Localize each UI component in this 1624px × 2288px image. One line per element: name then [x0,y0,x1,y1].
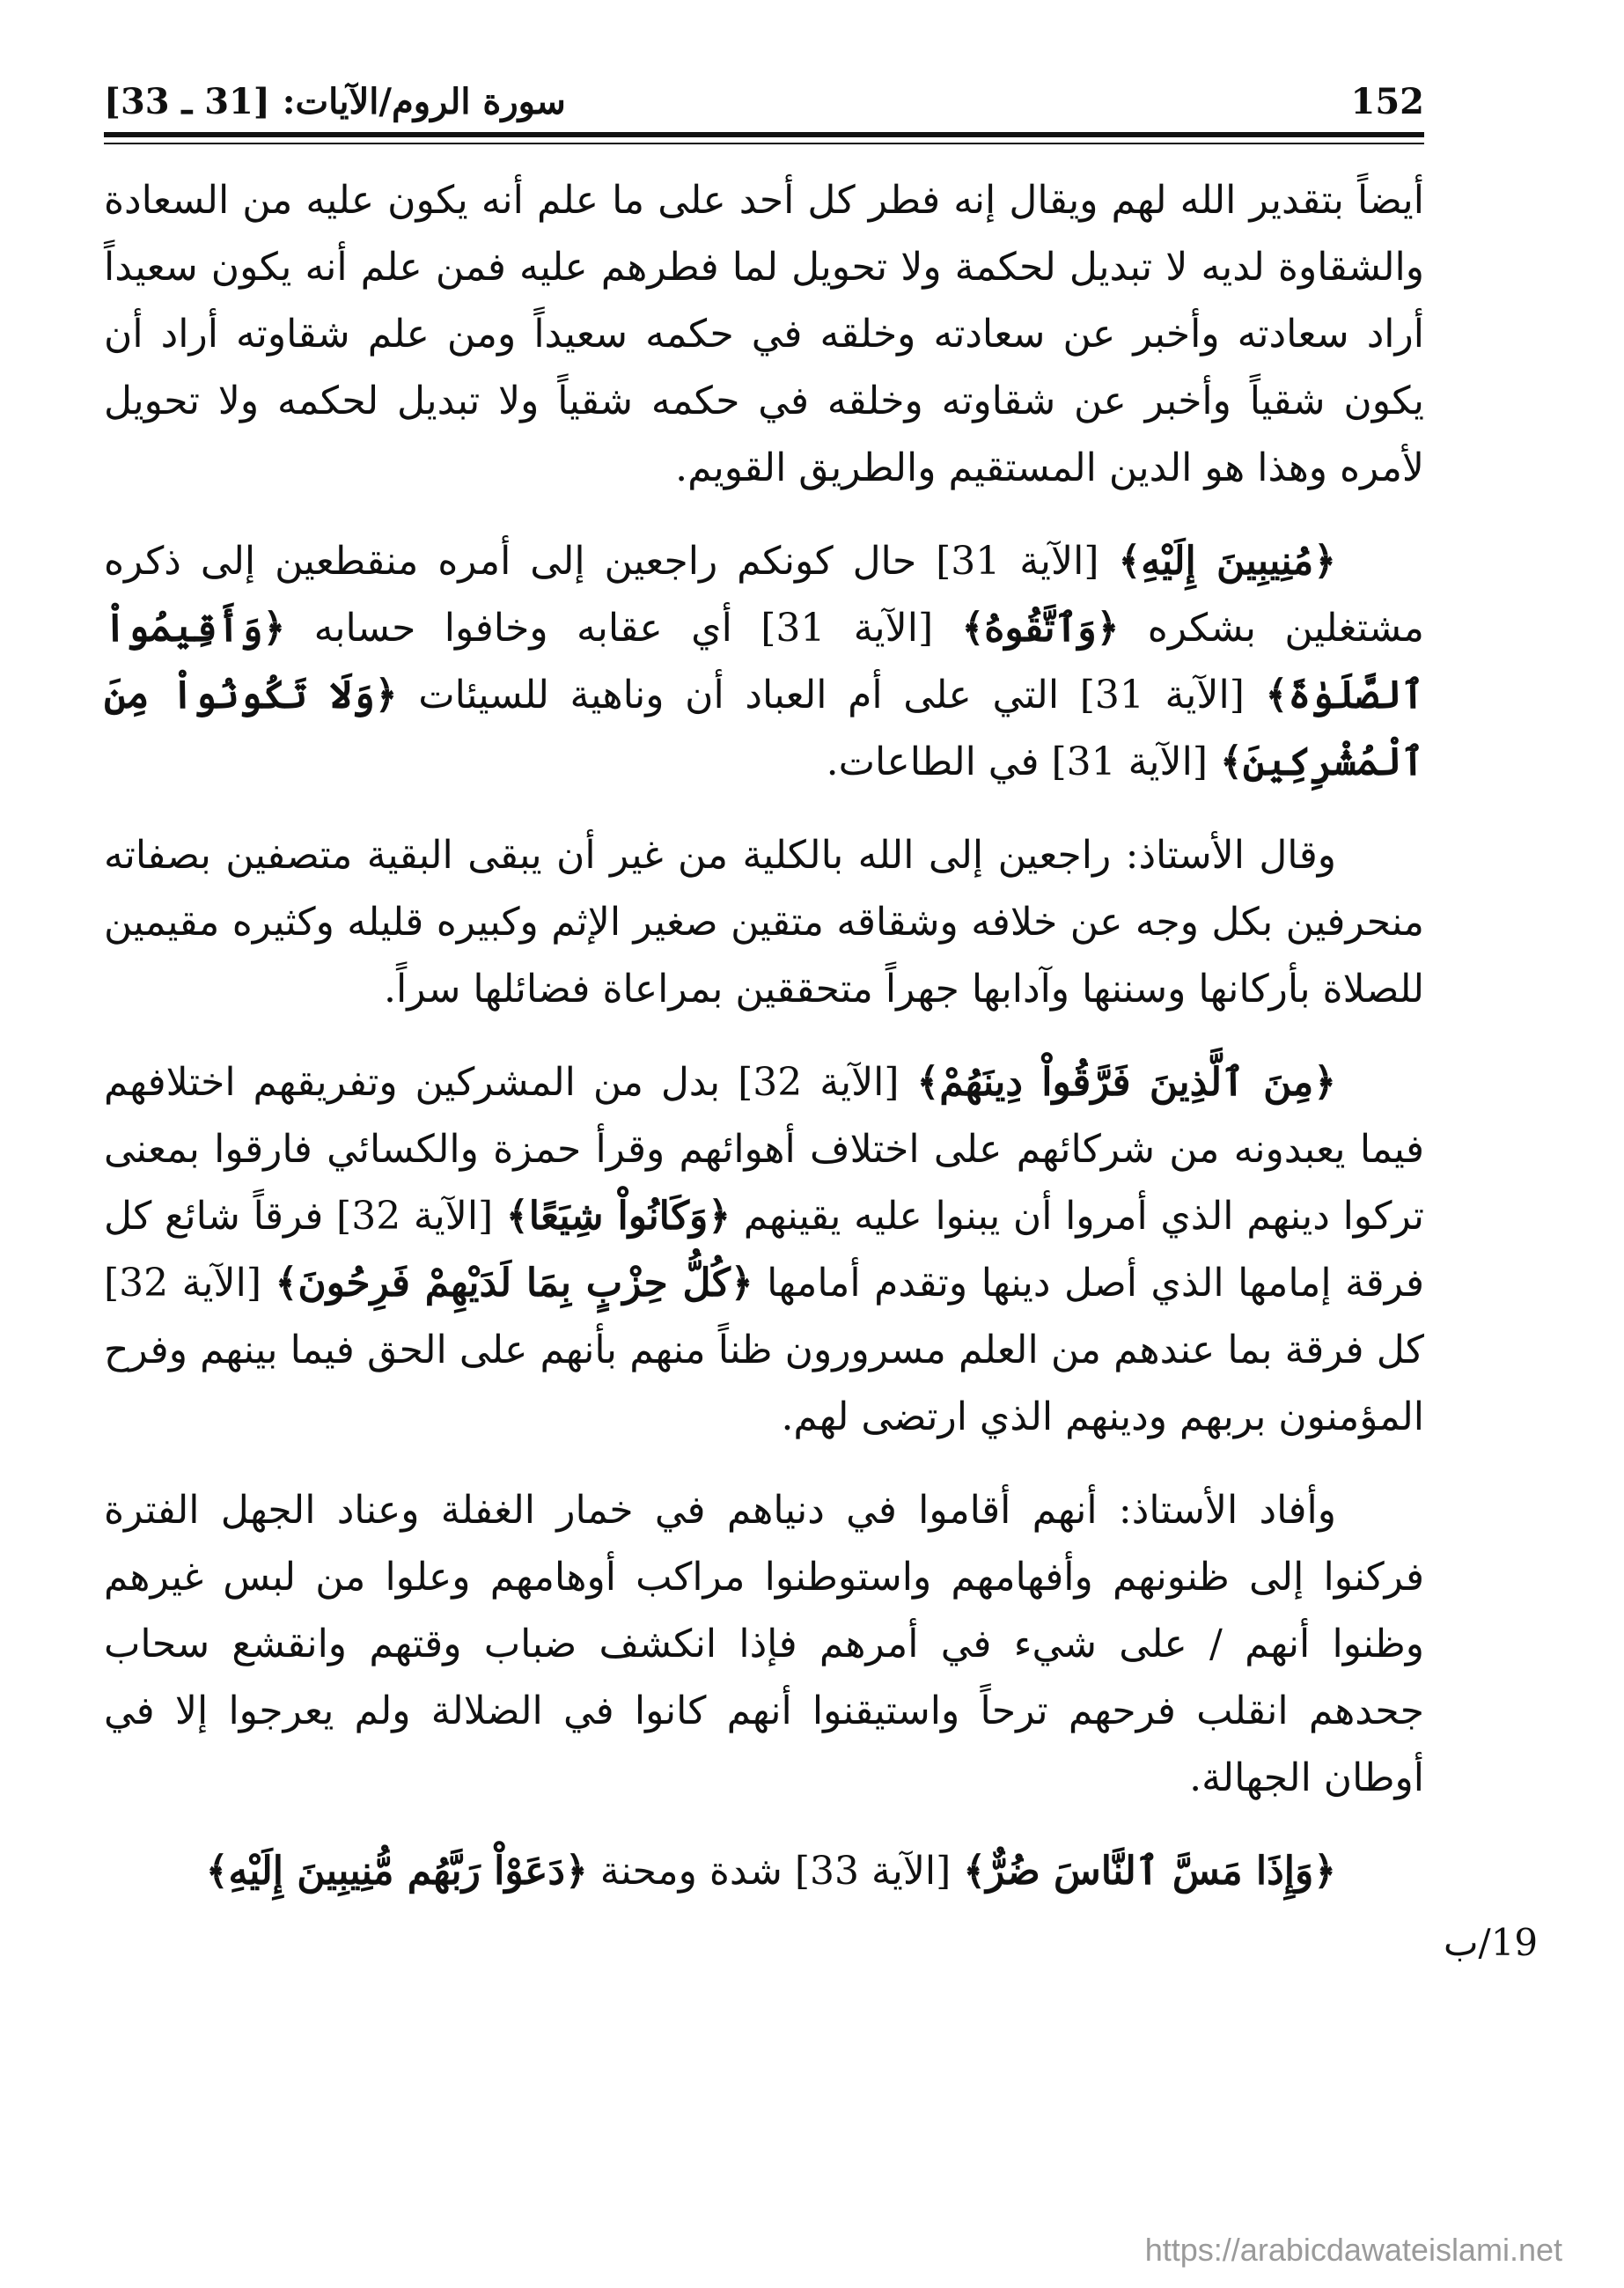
watermark: https://arabicdawateislami.net [1144,2232,1562,2268]
quran-verse: ﴿وَٱتَّقُوهُ﴾ [961,606,1120,651]
header-rule-thick [104,132,1424,137]
margin-folio-note: 19/ب [1444,1921,1539,1964]
paragraph-text: [الآية 32] بدل من المشركين وتفريقهم اختلافهم فيما يعبدونه من شركائهم على اختلاف أهوائهم وقرأ حمزة والكسائي فارقوا بمعنى تركوا دينهم الذي أمروا أن يبنوا عليه يقينهم [104,1060,1425,1239]
paragraph [104,822,1424,1023]
paragraph [104,167,1424,502]
paragraph [104,1477,1424,1812]
quran-verse: ﴿وَإِذَا مَسَّ ٱلنَّاسَ ضُرٌّ﴾ [963,1849,1336,1894]
paragraph [104,1838,1424,1905]
quran-verse: ﴿دَعَوْاْ رَبَّهُم مُّنِيبِينَ إِلَيْهِ﴾ [205,1849,588,1894]
quran-verse: ﴿وَأَقِيمُواْ ٱلصَّلَوٰةَ﴾ [104,606,1424,717]
paragraph-text: أيضاً بتقدير الله لهم ويقال إنه فطر كل أحد على ما علم أنه يكون عليه من السعادة والشقاوة لديه لا تبديل لحكمة ولا تحويل لما فطرهم عليه فمن علم أنه يكون سعيداً أراد سعادته وأخبر عن سعادته وخلقه في حكمه سعيداً ومن علم شقاوته أراد أن يكون شقياً وأخبر عن شقاوته وخلقه في حكمه شقياً ولا تبديل لحكمه ولا تحويل لأمره وهذا هو الدين المستقيم والطريق القويم. [104,178,1424,490]
paragraph [104,528,1424,796]
paragraph-text: وقال الأستاذ: راجعين إلى الله بالكلية من غير أن يبقى البقية متصفين بصفاته منحرفين بكل وجه عن خلافه وشقاقه متقين صغير الإثم وكبيره قليله وكثيره مقيمين للصلاة بأركانها وسننها وآدابها جهراً متحققين بمراعاة فضائلها سراً. [104,833,1424,1012]
paragraph-text: [الآية 32] كل فرقة بما عندهم من العلم مسرورون ظناً منهم بأنهم على الحق فيما بينهم وفرح المؤمنون بربهم ودينهم الذي ارتضى لهم. [104,1261,1424,1439]
quran-verse: ﴿كُلُّ حِزْبٍ بِمَا لَدَيْهِمْ فَرِحُونَ﴾ [275,1261,753,1306]
paragraph-text: وأفاد الأستاذ: أنهم أقاموا في دنياهم في خمار الغفلة وعناد الجهل الفترة فركنوا إلى ظنونهم وأفهامهم واستوطنوا مراكب أوهامهم وعلوا من لبس غيرهم وظنوا أنهم / على شيء في أمرهم فإذا انكشف ضباب وقتهم وانقشع سحاب جحدهم انقلب فرحهم ترحاً واستيقنوا أنهم كانوا في الضلالة ولم يعرجوا إلا في أوطان الجهالة. [104,1488,1424,1800]
paragraph-text: [الآية 32] فرقاً شائع كل فرقة إمامها الذي أصل دينها وتقدم أمامها [104,1194,1425,1306]
page-body [104,167,1424,2218]
paragraph-text: [الآية 31] التي على أم العباد أن وناهية للسيئات [397,673,1266,717]
quran-verse: ﴿مُنِيبِينَ إِلَيْهِ﴾ [1118,539,1336,584]
quran-verse: ﴿مِنَ ٱلَّذِينَ فَرَّقُواْ دِينَهُمْ﴾ [916,1060,1337,1105]
paragraph-text: [الآية 31] أي عقابه وخافوا حسابه [285,606,962,651]
header-rule-thin [104,143,1424,144]
paragraph-text: [الآية 33] شدة ومحنة [587,1849,964,1894]
page-header [104,70,1424,141]
quran-verse: ﴿وَكَانُواْ شِيَعًا﴾ [505,1194,731,1239]
paragraph-text: [الآية 31] في الطاعات. [826,739,1220,784]
page-number: 152 [1350,81,1424,122]
paragraph-text: [الآية 31] حال كونكم راجعين إلى أمره منقطعين إلى ذكره مشتغلين بشكره [104,539,1424,651]
quran-verse: ﴿وَلَا تَكُونُواْ مِنَ ٱلْمُشْرِكِينَ﴾ [104,673,1424,784]
paragraph [104,1049,1424,1451]
surah-title: سورة الروم/الآيات: [31 ـ 33] [104,81,566,122]
